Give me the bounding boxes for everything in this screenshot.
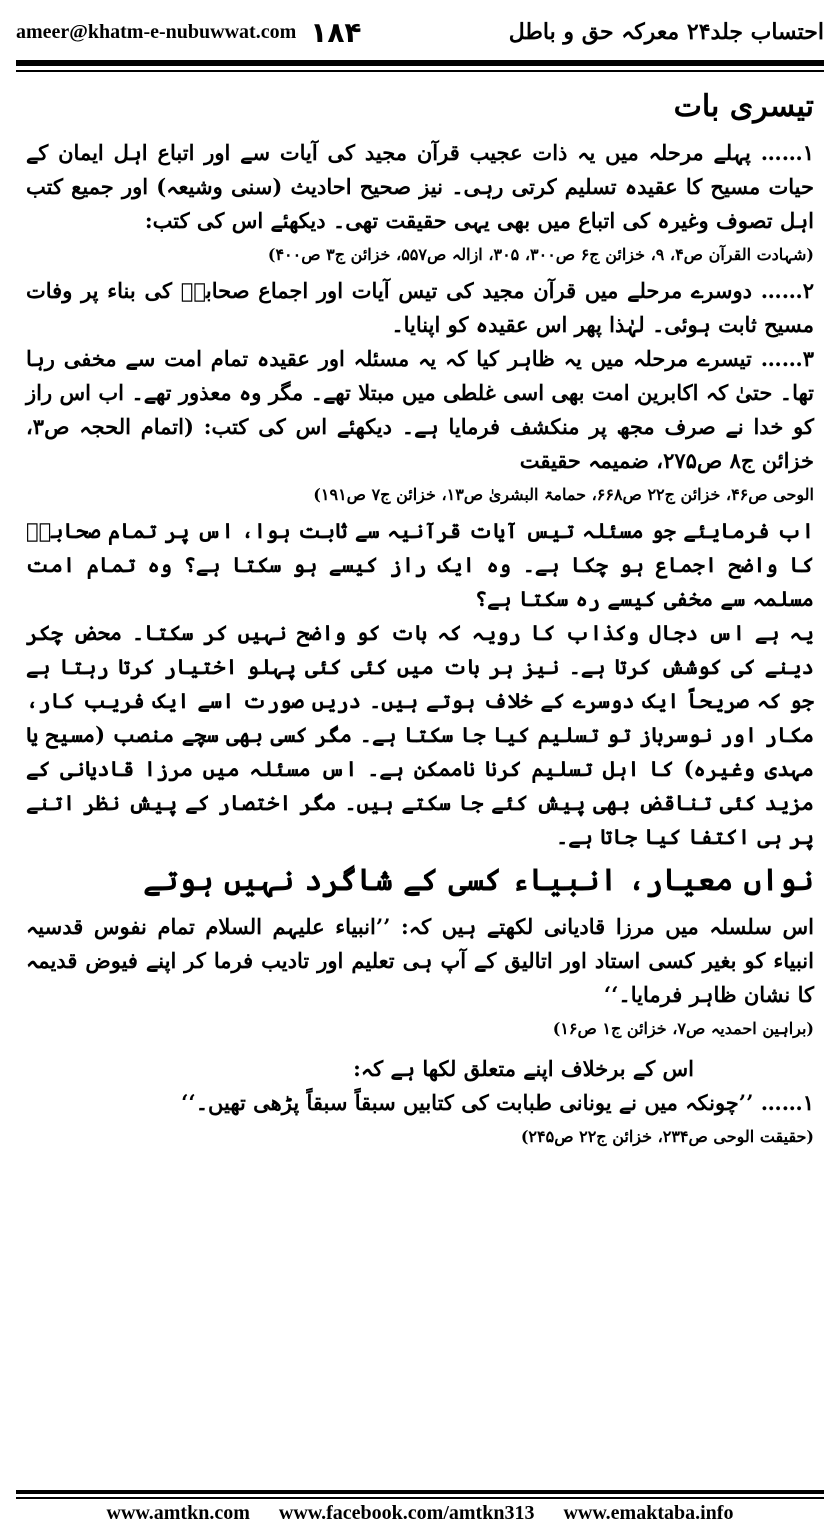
paragraph-6: اس سلسلہ میں مرزا قادیانی لکھتے ہیں کہ: ’’انبیاء علیہم السلام تمام نفوس قدسیہ انبیاء کو بغیر کسی استاد اور اتالیق کے آپ ہی تعلیم اور تادیب فرما کر اپنے فیوض قدیمہ کا نشان ظاہر فرمایا۔‘‘ — [26, 914, 814, 1007]
paragraph-7: اس کے برخلاف اپنے متعلق لکھا ہے کہ: — [353, 1056, 694, 1081]
footer-rule-thin — [16, 1497, 824, 1499]
reference-3: (براہین احمدیہ ص۷، خزائن ج۱ ص۱۶) — [552, 1019, 814, 1038]
paragraph-3: ۳…… تیسرے مرحلہ میں یہ ظاہر کیا کہ یہ مسئلہ اور عقیدہ تمام امت سے مخفی رہا تھا۔ حتیٰ کہ اکابرین امت بھی اسی غلطی میں مبتلا تھے۔ مگر وہ معذور تھے۔ اب اس راز کو خدا نے صرف مجھ پر منکشف فرمایا ہے۔ دیکھئے اس کی کتب: (اتمام الحجہ ص۳، خزائن ج۸ ص۲۷۵، ضمیمہ حقیقت — [26, 346, 814, 473]
reference-2: الوحی ص۴۶، خزائن ج۲۲ ص۶۶۸، حمامۃ البشریٰ ص۱۳، خزائن ج۷ ص۱۹۱) — [313, 485, 814, 504]
reference-4: (حقیقت الوحی ص۲۳۴، خزائن ج۲۲ ص۲۴۵) — [520, 1127, 814, 1146]
paragraph-1: ۱…… پہلے مرحلہ میں یہ ذات عجیب قرآن مجید کی آیات سے اور اتباع اہل ایمان کے حیات مسیح کا عقیدہ تسلیم کرتی رہی۔ نیز صحیح احادیث (سنی وشیعہ) اور جمیع کتب اہل تصوف وغیرہ کی اتباع میں بھی یہی حقیقت تھی۔ دیکھئے اس کی کتب: — [26, 140, 814, 233]
paragraph-2: ۲…… دوسرے مرحلے میں قرآن مجید کی تیس آیات اور اجماع صحابہؓ کی بناء پر وفات مسیح ثابت ہوئی۔ لہٰذا پھر اس عقیدہ کو اپنایا۔ — [26, 278, 814, 337]
page-number: ۱۸۴ — [310, 15, 362, 49]
footer-rule — [16, 1490, 824, 1494]
reference-1: (شہادت القرآن ص۴، ۹، خزائن ج۶ ص۳۰۰، ۳۰۵، ازالہ ص۵۵۷، خزائن ج۳ ص۴۰۰) — [267, 245, 814, 264]
footer-link-emaktaba[interactable]: www.emaktaba.info — [563, 1502, 734, 1524]
page-footer — [0, 1502, 840, 1532]
page-content — [26, 80, 814, 1156]
footer-link-amtkn[interactable]: www.amtkn.com — [106, 1502, 250, 1524]
header-email: ameer@khatm-e-nubuwwat.com — [16, 20, 297, 43]
book-title: احتساب جلد۲۴ معرکہ حق و باطل — [508, 19, 824, 45]
footer-link-facebook[interactable]: www.facebook.com/amtkn313 — [278, 1502, 535, 1524]
section-heading-third-point: تیسری بات — [673, 89, 814, 124]
header-left — [16, 16, 362, 49]
header-rule — [16, 60, 824, 66]
page-header — [16, 8, 824, 56]
paragraph-8: ۱…… ’’چونکہ میں نے یونانی طبابت کی کتابیں سبقاً سبقاً پڑھی تھیں۔‘‘ — [181, 1090, 814, 1115]
paragraph-5: یہ ہے اس دجال وکذاب کا رویہ کہ بات کو واضح نہیں کر سکتا۔ محض چکر دینے کی کوشش کرتا ہے۔ نیز ہر بات میں کئی کئی پہلو اختیار کرتا رہتا ہے جو کہ صریحاً ایک دوسرے کے خلاف ہوتے ہیں۔ دریں صورت اسے ایک فریب کار، مکار اور نوسرباز تو تسلیم کیا جا سکتا ہے۔ مگر کسی بھی سچے منصب (مسیح یا مہدی وغیرہ) کا اہل تسلیم کرنا ناممکن ہے۔ اس مسئلہ میں مرزا قادیانی کے مزید کئی تناقض بھی پیش کئے جا سکتے ہیں۔ مگر اختصار کے پیش نظر اتنے پر ہی اکتفا کیا جاتا ہے۔ — [26, 620, 814, 849]
section-heading-ninth-criterion: نواں معیار، انبیاء کسی کے شاگرد نہیں ہوتے — [143, 863, 814, 898]
header-rule-thin — [16, 70, 824, 72]
paragraph-4: اب فرمایئے جو مسئلہ تیس آیات قرآنیہ سے ثابت ہوا، اس پر تمام صحابہؓ کا واضح اجماع ہو چکا ہے۔ وہ ایک راز کیسے ہو سکتا ہے؟ وہ تمام امت مسلمہ سے مخفی کیسے رہ سکتا ہے؟ — [26, 518, 814, 611]
